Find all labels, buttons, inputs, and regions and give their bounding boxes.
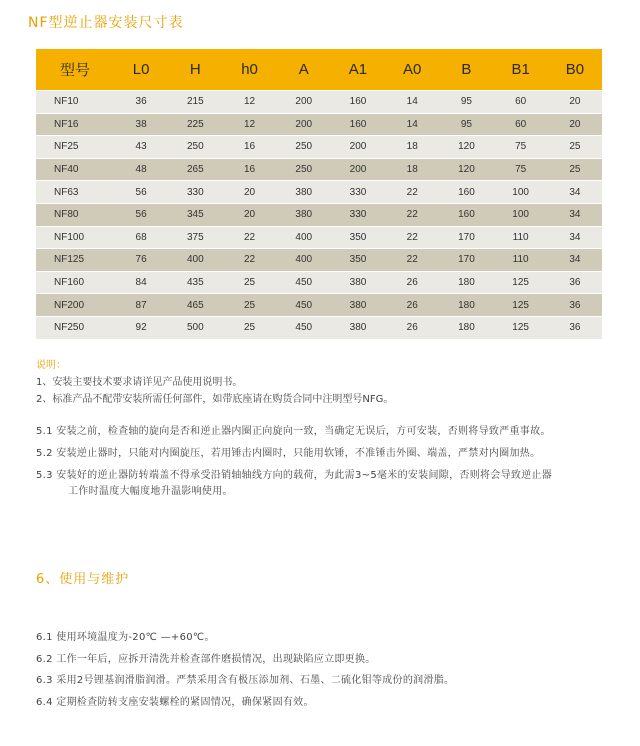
value-cell: 380 (277, 204, 331, 226)
value-cell: 125 (494, 272, 548, 294)
value-cell: 200 (331, 136, 385, 158)
value-cell: 36 (114, 91, 168, 113)
model-cell: NF25 (36, 136, 114, 158)
table-row (36, 136, 602, 158)
column-header: B (439, 49, 493, 90)
value-cell: 180 (439, 317, 493, 339)
value-cell: 160 (331, 91, 385, 113)
value-cell: 76 (114, 249, 168, 271)
value-cell: 265 (168, 159, 222, 181)
dimension-table (36, 48, 602, 340)
table-row (36, 294, 602, 316)
section-heading: 6、使用与维护 (36, 572, 130, 587)
value-cell: 500 (168, 317, 222, 339)
value-cell: 22 (222, 249, 276, 271)
value-cell: 16 (222, 136, 276, 158)
step-item (36, 468, 552, 500)
value-cell: 60 (494, 114, 548, 136)
value-cell: 350 (331, 249, 385, 271)
value-cell: 38 (114, 114, 168, 136)
value-cell: 125 (494, 294, 548, 316)
maintenance-item: 6.1 使用环境温度为-20℃ —+60℃。 (36, 632, 215, 643)
value-cell: 100 (494, 181, 548, 203)
table-row (36, 204, 602, 226)
value-cell: 26 (385, 294, 439, 316)
value-cell: 18 (385, 136, 439, 158)
value-cell: 84 (114, 272, 168, 294)
value-cell: 110 (494, 249, 548, 271)
column-header: H (168, 49, 222, 90)
maintenance-item: 6.3 采用2号锂基润滑脂润滑。严禁采用含有极压添加剂、石墨、二硫化钼等成份的润滑脂。 (36, 675, 455, 686)
maintenance-item: 6.4 定期检查防转支座安装螺栓的紧固情况，确保紧固有效。 (36, 696, 314, 708)
value-cell: 18 (385, 159, 439, 181)
column-header: A1 (331, 49, 385, 90)
value-cell: 26 (385, 317, 439, 339)
step-text: 5.3 安装好的逆止器防转端盖不得承受沿销轴轴线方向的载荷，为此需3~5毫米的安装间隙，否则将会导致逆止器 (36, 470, 553, 481)
value-cell: 20 (548, 91, 602, 113)
value-cell: 25 (222, 294, 276, 316)
value-cell: 75 (494, 136, 548, 158)
table-row (36, 159, 602, 181)
installation-steps (36, 424, 552, 506)
model-cell: NF200 (36, 294, 114, 316)
value-cell: 12 (222, 114, 276, 136)
value-cell: 375 (168, 227, 222, 249)
value-cell: 22 (385, 204, 439, 226)
value-cell: 60 (494, 91, 548, 113)
value-cell: 87 (114, 294, 168, 316)
model-cell: NF10 (36, 91, 114, 113)
maintenance-list (36, 628, 454, 714)
step-item: 5.2 安装逆止器时，只能对内圈旋压，若用锤击内圈时，只能用软锤，不准锤击外圈、端盖，严禁对内圈加热。 (36, 448, 541, 459)
value-cell: 22 (385, 227, 439, 249)
value-cell: 450 (277, 317, 331, 339)
value-cell: 450 (277, 294, 331, 316)
table-row (36, 272, 602, 294)
model-cell: NF160 (36, 272, 114, 294)
table-row (36, 227, 602, 249)
value-cell: 48 (114, 159, 168, 181)
value-cell: 75 (494, 159, 548, 181)
model-cell: NF125 (36, 249, 114, 271)
value-cell: 180 (439, 272, 493, 294)
column-header: L0 (114, 49, 168, 90)
value-cell: 435 (168, 272, 222, 294)
value-cell: 14 (385, 91, 439, 113)
value-cell: 16 (222, 159, 276, 181)
value-cell: 34 (548, 204, 602, 226)
value-cell: 110 (494, 227, 548, 249)
model-cell: NF16 (36, 114, 114, 136)
value-cell: 400 (168, 249, 222, 271)
value-cell: 95 (439, 114, 493, 136)
value-cell: 400 (277, 227, 331, 249)
table-body (36, 91, 602, 339)
value-cell: 36 (548, 272, 602, 294)
value-cell: 25 (222, 272, 276, 294)
value-cell: 22 (385, 181, 439, 203)
value-cell: 330 (331, 181, 385, 203)
value-cell: 380 (277, 181, 331, 203)
table-row (36, 317, 602, 339)
value-cell: 380 (331, 294, 385, 316)
value-cell: 20 (548, 114, 602, 136)
page-title: NF型逆止器安装尺寸表 (28, 15, 184, 31)
value-cell: 100 (494, 204, 548, 226)
maintenance-item: 6.2 工作一年后，应拆开清洗并检查部件磨损情况，出现缺陷应立即更换。 (36, 653, 376, 665)
value-cell: 36 (548, 294, 602, 316)
model-cell: NF40 (36, 159, 114, 181)
value-cell: 56 (114, 181, 168, 203)
value-cell: 25 (548, 159, 602, 181)
table-header-row (36, 49, 602, 90)
value-cell: 170 (439, 227, 493, 249)
value-cell: 56 (114, 204, 168, 226)
value-cell: 350 (331, 227, 385, 249)
value-cell: 26 (385, 272, 439, 294)
value-cell: 170 (439, 249, 493, 271)
value-cell: 380 (331, 272, 385, 294)
step-continuation: 工作时温度大幅度地升温影响使用。 (68, 486, 233, 497)
value-cell: 120 (439, 136, 493, 158)
value-cell: 160 (439, 204, 493, 226)
value-cell: 330 (168, 181, 222, 203)
notes-label: 说明： (36, 360, 66, 371)
column-header: B1 (494, 49, 548, 90)
value-cell: 120 (439, 159, 493, 181)
table-row (36, 114, 602, 136)
value-cell: 450 (277, 272, 331, 294)
value-cell: 160 (439, 181, 493, 203)
column-header: 型号 (36, 49, 114, 90)
value-cell: 43 (114, 136, 168, 158)
value-cell: 20 (222, 181, 276, 203)
value-cell: 95 (439, 91, 493, 113)
value-cell: 34 (548, 181, 602, 203)
model-cell: NF80 (36, 204, 114, 226)
notes-section (36, 357, 393, 408)
value-cell: 92 (114, 317, 168, 339)
value-cell: 20 (222, 204, 276, 226)
value-cell: 380 (331, 317, 385, 339)
value-cell: 14 (385, 114, 439, 136)
note-item: 1、安装主要技术要求请详见产品使用说明书。 (36, 377, 243, 388)
value-cell: 34 (548, 227, 602, 249)
value-cell: 215 (168, 91, 222, 113)
value-cell: 330 (331, 204, 385, 226)
value-cell: 36 (548, 317, 602, 339)
value-cell: 465 (168, 294, 222, 316)
value-cell: 160 (331, 114, 385, 136)
value-cell: 250 (168, 136, 222, 158)
value-cell: 22 (385, 249, 439, 271)
table-row (36, 91, 602, 113)
value-cell: 22 (222, 227, 276, 249)
note-item: 2、标准产品不配带安装所需任何部件，如带底座请在购货合同中注明型号NFG。 (36, 394, 394, 405)
model-cell: NF100 (36, 227, 114, 249)
value-cell: 125 (494, 317, 548, 339)
value-cell: 68 (114, 227, 168, 249)
model-cell: NF250 (36, 317, 114, 339)
column-header: A (277, 49, 331, 90)
value-cell: 250 (277, 159, 331, 181)
step-item: 5.1 安装之前，检查轴的旋向是否和逆止器内圈正向旋向一致，当确定无误后，方可安装，否则将导致严重事故。 (36, 426, 551, 437)
value-cell: 12 (222, 91, 276, 113)
value-cell: 34 (548, 249, 602, 271)
table-row (36, 181, 602, 203)
value-cell: 25 (548, 136, 602, 158)
table-row (36, 249, 602, 271)
value-cell: 200 (277, 114, 331, 136)
value-cell: 345 (168, 204, 222, 226)
column-header: h0 (222, 49, 276, 90)
model-cell: NF63 (36, 181, 114, 203)
value-cell: 400 (277, 249, 331, 271)
value-cell: 200 (331, 159, 385, 181)
value-cell: 250 (277, 136, 331, 158)
column-header: B0 (548, 49, 602, 90)
column-header: A0 (385, 49, 439, 90)
value-cell: 25 (222, 317, 276, 339)
value-cell: 225 (168, 114, 222, 136)
value-cell: 200 (277, 91, 331, 113)
value-cell: 180 (439, 294, 493, 316)
